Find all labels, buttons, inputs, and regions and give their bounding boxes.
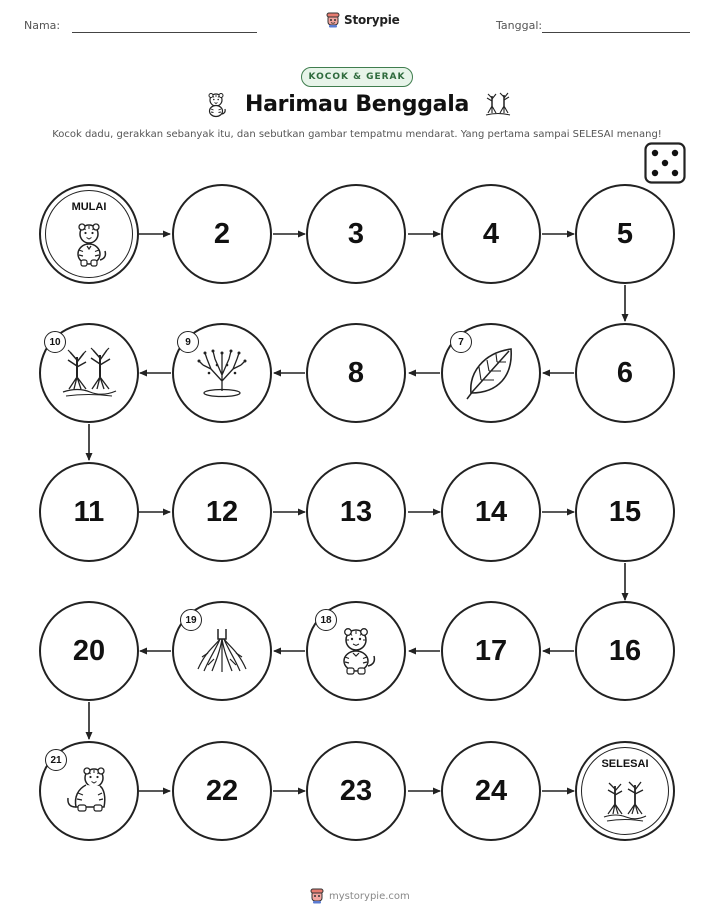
space-5	[575, 184, 675, 284]
space-20	[39, 601, 139, 701]
mangrove-roots-icon	[194, 625, 250, 677]
space-number: 12	[205, 495, 239, 528]
space-number: 3	[347, 217, 365, 250]
space-badge: 9	[177, 331, 199, 353]
brand-logo	[326, 12, 400, 28]
space-15	[575, 462, 675, 562]
name-label: Nama:	[24, 19, 61, 32]
space-13	[306, 462, 406, 562]
space-23	[306, 741, 406, 841]
date-label: Tanggal:	[496, 19, 543, 32]
space-number: 13	[339, 495, 373, 528]
space-number: 8	[347, 356, 365, 389]
space-8	[306, 323, 406, 423]
space-number: 11	[73, 495, 105, 528]
space-number: 2	[213, 217, 231, 250]
dice-icon[interactable]	[644, 142, 686, 184]
space-badge: 19	[180, 609, 202, 631]
space-number: 6	[616, 356, 634, 389]
instructions-text: Kocok dadu, gerakkan sebanyak itu, dan sebutkan gambar tempatmu mendarat. Yang pertama sampai SELESAI menang!	[52, 129, 662, 140]
space-number: 17	[474, 634, 508, 667]
category-tag: KOCOK & GERAK	[301, 67, 413, 87]
space-24	[441, 741, 541, 841]
space-number: 22	[205, 774, 239, 807]
start-label: MULAI	[71, 201, 107, 213]
space-number: 23	[339, 774, 373, 807]
tiger-cub-icon	[64, 765, 114, 817]
space-number: 5	[616, 217, 634, 250]
name-line[interactable]	[72, 32, 257, 33]
start-space	[39, 184, 139, 284]
date-line[interactable]	[542, 32, 690, 33]
storypie-mascot-icon	[326, 12, 340, 28]
mangrove-trees-icon	[602, 780, 648, 824]
storypie-mascot-icon	[310, 888, 324, 904]
space-number: 16	[608, 634, 642, 667]
space-16	[575, 601, 675, 701]
space-3	[306, 184, 406, 284]
page-title: Harimau Benggala	[244, 92, 470, 117]
mangrove-trees-icon	[60, 347, 118, 399]
space-number: 20	[72, 634, 106, 667]
space-22	[172, 741, 272, 841]
space-number: 4	[482, 217, 500, 250]
space-6	[575, 323, 675, 423]
tiger-cub-icon	[69, 222, 109, 268]
space-badge: 7	[450, 331, 472, 353]
finish-label: SELESAI	[601, 758, 649, 770]
space-number: 15	[608, 495, 642, 528]
space-2	[172, 184, 272, 284]
footer	[310, 888, 410, 904]
footer-url[interactable]: mystorypie.com	[329, 890, 410, 902]
tiger-cub-icon	[334, 626, 378, 676]
space-11	[39, 462, 139, 562]
space-12	[172, 462, 272, 562]
finish-space	[575, 741, 675, 841]
space-14	[441, 462, 541, 562]
brand-name: Storypie	[344, 13, 400, 27]
space-17	[441, 601, 541, 701]
space-badge: 18	[315, 609, 337, 631]
space-number: 14	[474, 495, 508, 528]
mangrove-trees-icon	[484, 92, 512, 118]
space-number: 24	[474, 774, 508, 807]
space-badge: 10	[44, 331, 66, 353]
space-4	[441, 184, 541, 284]
space-badge: 21	[45, 749, 67, 771]
leaf-icon	[465, 345, 517, 401]
tiger-cub-icon	[204, 92, 228, 118]
shrub-icon	[193, 347, 251, 399]
